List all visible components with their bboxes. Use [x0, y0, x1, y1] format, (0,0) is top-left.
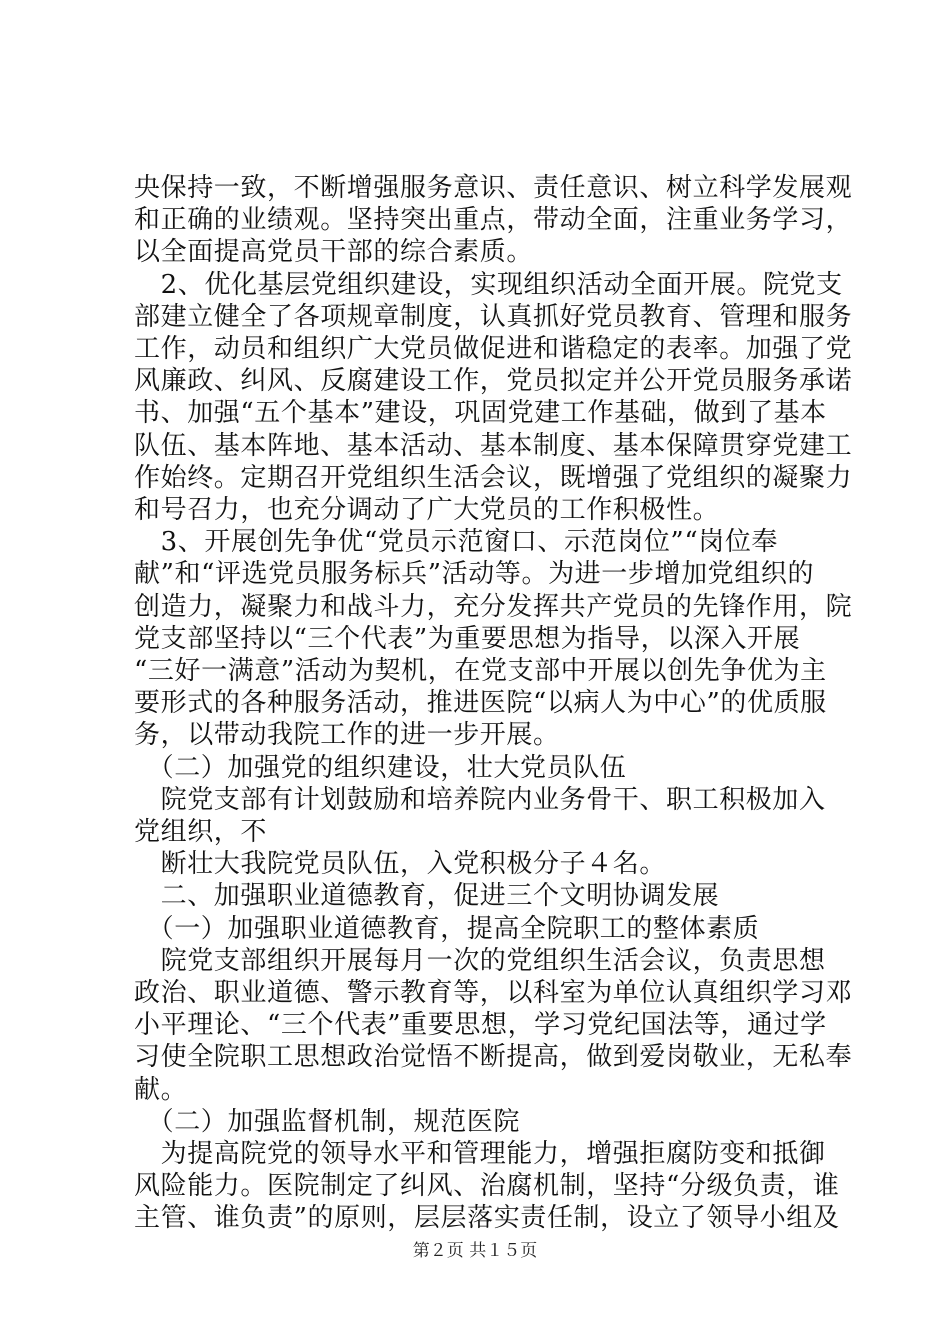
body-text-line: 习使全院职工思想政治觉悟不断提高，做到爱岗敬业，无私奉 — [134, 1042, 853, 1072]
page-number-footer: 第２页 共１５页 — [412, 1241, 538, 1261]
body-text-line: 断壮大我院党员队伍，入党积极分子４名。 — [134, 849, 667, 879]
body-text-line: 书、加强“五个基本”建设，巩固党建工作基础，做到了基本 — [134, 398, 827, 428]
body-text-line: 务，以带动我院工作的进一步开展。 — [134, 720, 560, 750]
body-text-line: 以全面提高党员干部的综合素质。 — [134, 237, 534, 267]
body-text-line: 风廉政、纠风、反腐建设工作，党员拟定并公开党员服务承诺 — [134, 366, 853, 396]
section-heading: 二、加强职业道德教育，促进三个文明协调发展 — [134, 881, 720, 911]
body-text-line: 队伍、基本阵地、基本活动、基本制度、基本保障贯穿党建工 — [134, 431, 853, 461]
body-text-line: 和号召力，也充分调动了广大党员的工作积极性。 — [134, 495, 720, 525]
body-text-line: “三好一满意”活动为契机，在党支部中开展以创先争优为主 — [134, 656, 827, 686]
body-text-line: 院党支部组织开展每月一次的党组织生活会议，负责思想 — [134, 946, 826, 976]
body-text-line: 院党支部有计划鼓励和培养院内业务骨干、职工积极加入 — [134, 785, 826, 815]
body-text-line: 作始终。定期召开党组织生活会议，既增强了党组织的凝聚力 — [134, 463, 853, 493]
section-heading: （一）加强职业道德教育，提高全院职工的整体素质 — [134, 914, 760, 944]
body-text-line: 央保持一致，不断增强服务意识、责任意识、树立科学发展观 — [134, 173, 853, 203]
body-text-line: 党支部坚持以“三个代表”为重要思想为指导，以深入开展 — [134, 624, 801, 654]
section-heading: （二）加强监督机制，规范医院 — [134, 1107, 521, 1137]
body-text-line: 要形式的各种服务活动，推进医院“以病人为中心”的优质服 — [134, 688, 827, 718]
body-text-line: 政治、职业道德、警示教育等，以科室为单位认真组织学习邓 — [134, 978, 853, 1008]
body-text-line: 主管、谁负责”的原则，层层落实责任制，设立了领导小组及 — [134, 1203, 840, 1233]
body-text-line: 3、开展创先争优“党员示范窗口、示范岗位”“岗位奉 — [134, 527, 779, 557]
body-text-line: 工作，动员和组织广大党员做促进和谐稳定的表率。加强了党 — [134, 334, 853, 364]
body-text-line: 部建立健全了各项规章制度，认真抓好党员教育、管理和服务 — [134, 302, 853, 332]
body-text-line: 献。 — [134, 1075, 188, 1105]
body-text-line: 党组织，不 — [134, 817, 268, 847]
body-text-line: 小平理论、“三个代表”重要思想，学习党纪国法等，通过学 — [134, 1010, 827, 1040]
body-text-line: 2、优化基层党组织建设，实现组织活动全面开展。院党支 — [134, 270, 843, 300]
body-text-line: 和正确的业绩观。坚持突出重点，带动全面，注重业务学习， — [134, 205, 853, 235]
body-text-line: 献”和“评选党员服务标兵”活动等。为进一步增加党组织的 — [134, 559, 815, 589]
body-text-line: 创造力，凝聚力和战斗力，充分发挥共产党员的先锋作用，院 — [134, 592, 853, 622]
section-heading: （二）加强党的组织建设，壮大党员队伍 — [134, 753, 627, 783]
body-text-line: 为提高院党的领导水平和管理能力，增强拒腐防变和抵御 — [134, 1139, 826, 1169]
body-text-line: 风险能力。医院制定了纠风、治腐机制，坚持“分级负责，谁 — [134, 1171, 840, 1201]
